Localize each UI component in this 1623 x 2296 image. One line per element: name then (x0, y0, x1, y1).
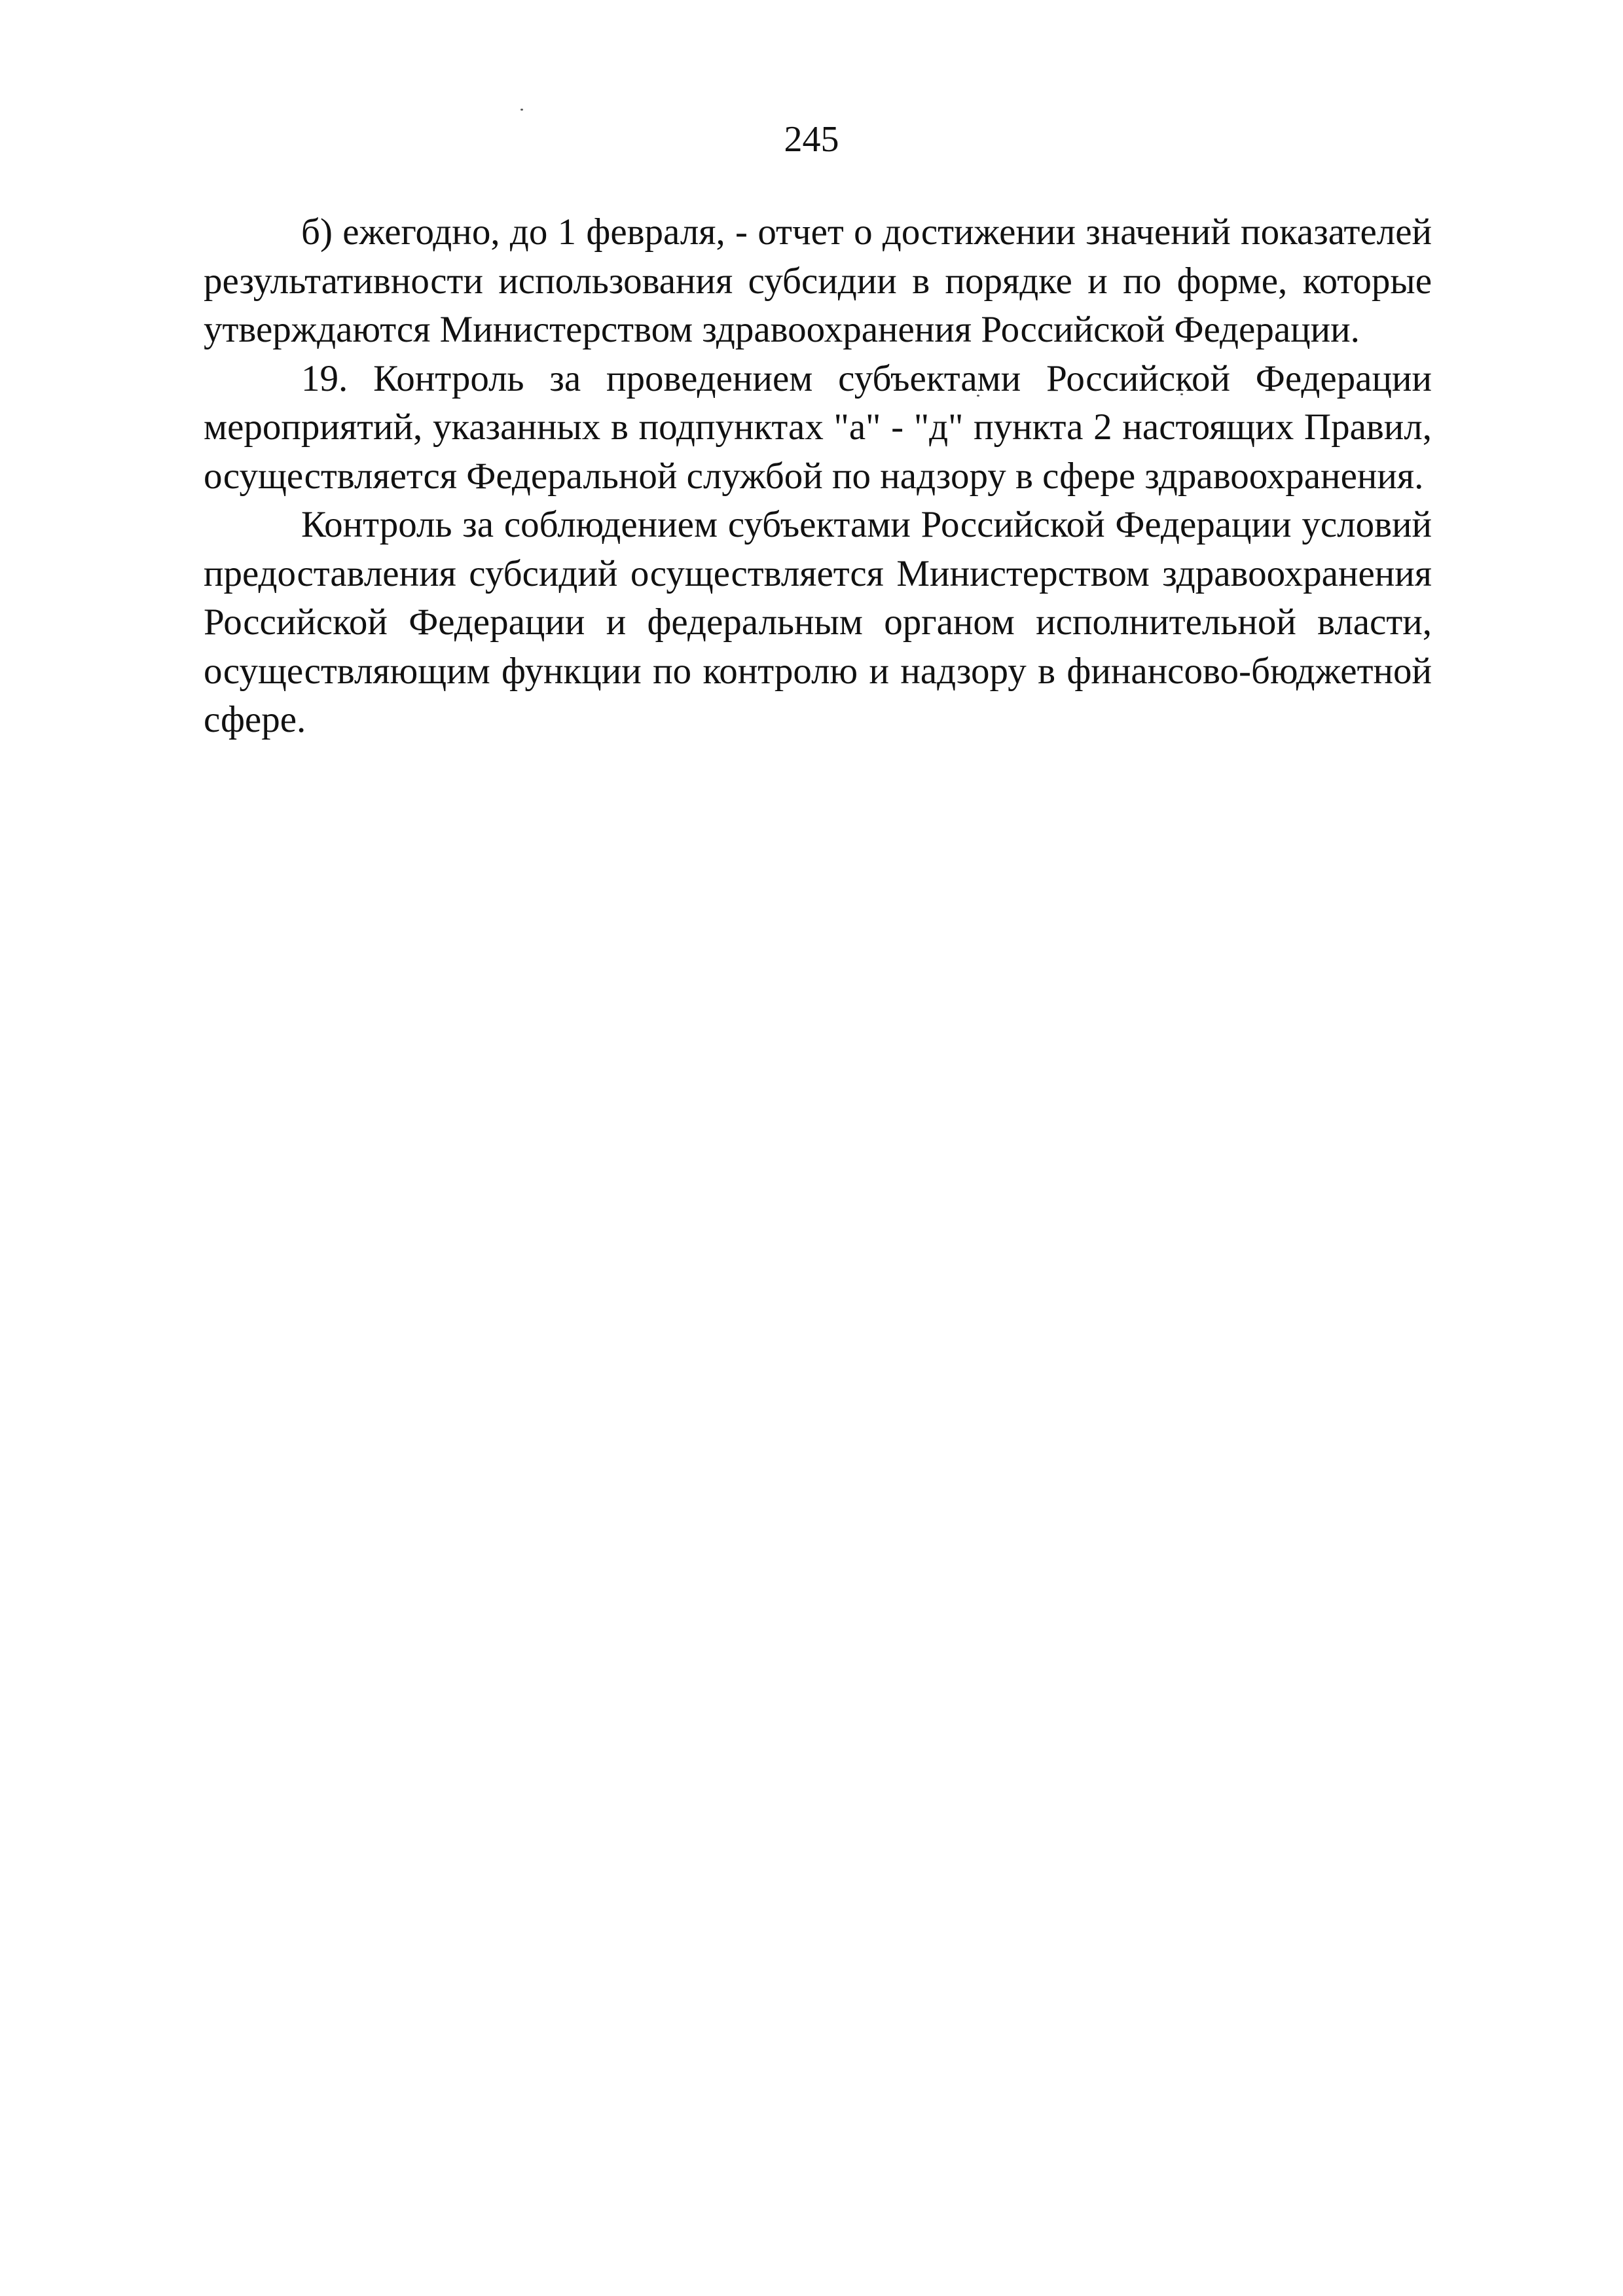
paragraph-clause-19: 19. Контроль за проведением субъектами Российской Федерации мероприятий, указанных в подпунктах "а" - "д" пункта 2 настоящих Правил, осуществляется Федеральной службой по надзору в сфере здравоохранения. (204, 357, 1432, 497)
paragraph-control-conditions: Контроль за соблюдением субъектами Российской Федерации условий предоставления субсидий осуществляется Министерством здравоохранения Российской Федерации и федеральным органом исполнительной власти, осуществляющим функции по контролю и надзору в финансово-бюджетной сфере. (204, 504, 1432, 740)
page-number: 245 (784, 119, 839, 160)
paragraph-report-deadline: б) ежегодно, до 1 февраля, - отчет о достижении значений показателей результативности использования субсидии в порядке и по форме, которые утверждаются Министерством здравоохранения Российской Федерации. (204, 211, 1432, 350)
document-body (204, 208, 1432, 745)
scan-speck (520, 109, 523, 111)
